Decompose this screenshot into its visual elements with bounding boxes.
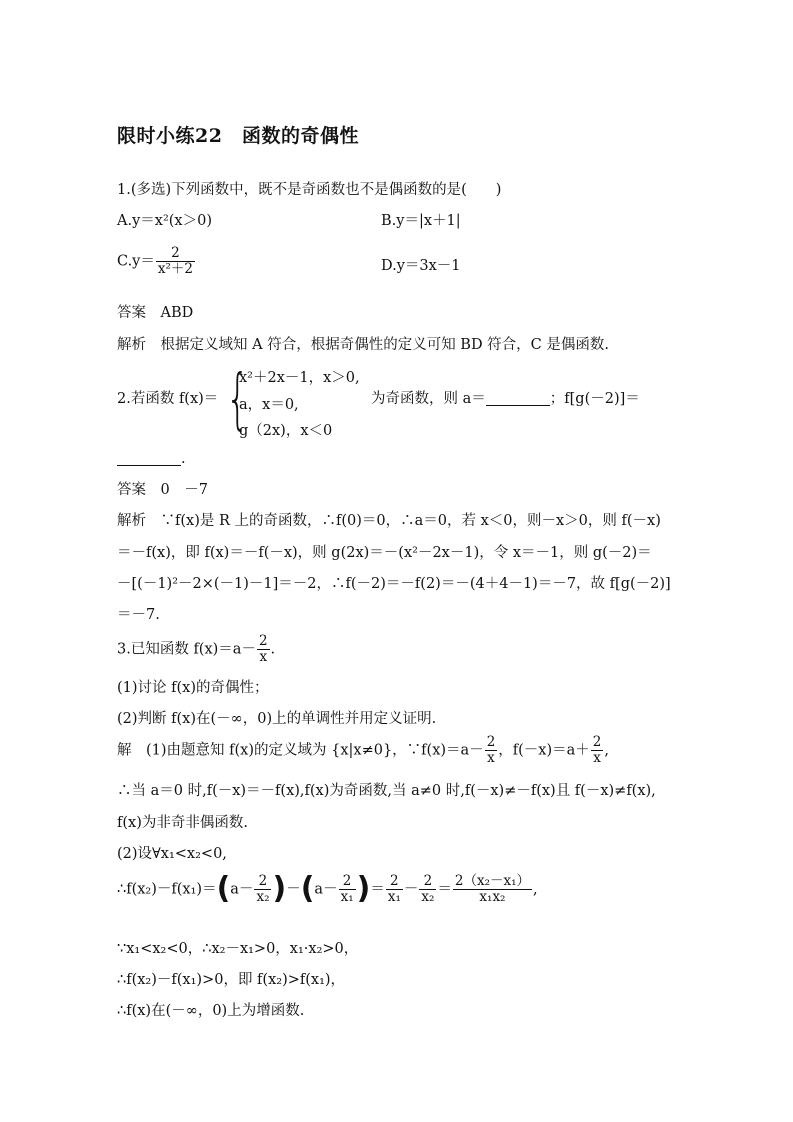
q2-stem-after: f[g(－2)]＝	[564, 391, 640, 407]
q2-analysis-line-3: －[(－1)²－2×(－1)－1]＝－2，∴f(－2)＝－f(2)＝－(4＋4－1)＝－7，故 f[g(－2)]	[117, 576, 671, 592]
q3-solution-line-6: ∵x₁<x₂<0，∴x₂－x₁>0，x₁·x₂>0，	[117, 941, 359, 957]
solution-text: ∴f(x₂)－f(x₁)＝	[117, 881, 217, 898]
fraction-numerator: 2	[258, 633, 268, 649]
bracket-close: )	[356, 871, 371, 907]
answer-blank	[117, 451, 181, 466]
analysis-text: ∵f(x)是 R 上的奇函数，∴f(0)＝0，∴a＝0，若 x＜0，则－x＞0，则 f(－x)	[160, 513, 661, 529]
q3-solution-line-7: ∴f(x₂)－f(x₁)>0，即 f(x₂)>f(x₁)，	[117, 972, 346, 988]
bracket-open: (	[216, 871, 231, 907]
q3-solution-line-5	[117, 871, 538, 907]
fraction-numerator: 2	[386, 874, 403, 890]
fraction-numerator: 2	[156, 246, 195, 262]
fraction-denominator: x₁	[387, 888, 401, 905]
solution-text: ＝	[437, 881, 452, 898]
fraction-denominator: x₂	[256, 888, 270, 905]
solution-text: (1)由题意知 f(x)的定义域为 {x|x≠0}，∵f(x)＝a－	[146, 742, 484, 759]
fraction-denominator: x²＋2	[157, 260, 194, 277]
q3-stem-prefix: 3.已知函数 f(x)＝a－	[117, 641, 256, 658]
fraction	[485, 735, 498, 766]
solution-text: ,	[604, 742, 609, 759]
q2-answer	[117, 481, 208, 499]
answer-label: 答案	[117, 305, 146, 321]
q2-analysis-line-4: ＝－7.	[117, 607, 160, 623]
q3-stem	[117, 634, 275, 665]
fraction-denominator: x₁x₂	[479, 888, 506, 905]
fraction-numerator: 2	[419, 874, 436, 890]
q2-analysis-line-1	[117, 512, 661, 530]
solution-text: ，f(－x)＝a＋	[498, 742, 590, 759]
solution-text: a－	[230, 881, 254, 898]
fraction-numerator: 2（x₂－x₁）	[454, 873, 531, 889]
fraction	[254, 874, 271, 905]
q2-case-3: g（2x)，x＜0	[239, 423, 333, 439]
q3-part-2: (2)判断 f(x)在(－∞，0)上的单调性并用定义证明.	[117, 711, 437, 727]
q3-stem-suffix: .	[270, 641, 276, 658]
q2-second-blank	[117, 450, 186, 468]
page-title: 限时小练22 函数的奇偶性	[117, 125, 359, 147]
q1-option-c-prefix: C.y＝	[117, 253, 155, 270]
q3-stem-fraction	[257, 634, 270, 665]
q2-stem-rest	[371, 390, 640, 408]
fraction-numerator: 2	[486, 734, 496, 750]
q1-option-c	[117, 246, 196, 277]
q3-solution-line-3: f(x)为非奇非偶函数.	[117, 815, 248, 831]
bracket-open: (	[300, 871, 315, 907]
q1-option-a: A.y＝x²(x＞0)	[117, 213, 212, 229]
fraction	[453, 874, 532, 905]
answer-text: ABD	[160, 305, 194, 321]
q2-separator: ；	[549, 391, 565, 407]
solution-text: ,	[533, 881, 538, 898]
q3-part-1: (1)讨论 f(x)的奇偶性；	[117, 680, 269, 696]
bracket-close: )	[272, 871, 287, 907]
q3-solution-line-2: ∴当 a＝0 时,f(－x)＝－f(x),f(x)为奇函数,当 a≠0 时,f(－x)≠－f(x)且 f(－x)≠f(x),	[117, 783, 656, 799]
solution-text: －	[286, 881, 301, 898]
piecewise-brace: {	[226, 360, 250, 437]
answer-text: 0 －7	[160, 482, 208, 498]
fraction-denominator: x₁	[340, 888, 354, 905]
fraction	[339, 874, 356, 905]
q1-answer	[117, 304, 193, 322]
solution-label: 解	[117, 742, 132, 759]
q1-stem: 1.(多选)下列函数中，既不是奇函数也不是偶函数的是( )	[117, 182, 502, 198]
fraction	[386, 874, 403, 905]
fraction-denominator: x	[487, 749, 495, 766]
q3-solution-line-8: ∴f(x)在(－∞，0)上为增函数.	[117, 1003, 305, 1019]
solution-text: ＝	[370, 881, 385, 898]
q1-option-c-fraction	[156, 246, 195, 277]
q3-solution-line-4: (2)设∀x₁<x₂<0,	[117, 846, 227, 862]
analysis-label: 解析	[117, 513, 146, 529]
q1-analysis	[117, 336, 609, 354]
answer-label: 答案	[117, 482, 146, 498]
q2-case-1: x²＋2x－1，x＞0,	[239, 370, 360, 386]
solution-text: a－	[314, 881, 338, 898]
q2-stem-middle: 为奇函数，则 a＝	[371, 391, 486, 407]
q2-tail: .	[181, 451, 186, 467]
fraction	[419, 874, 436, 905]
q1-option-b: B.y＝|x＋1|	[381, 213, 461, 229]
fraction-numerator: 2	[339, 874, 356, 890]
q2-stem-prefix: 2.若函数 f(x)＝	[117, 391, 219, 407]
fraction-numerator: 2	[592, 734, 602, 750]
q2-analysis-line-2: ＝－f(x)，即 f(x)＝－f(－x)，则 g(2x)＝－(x²－2x－1)，令 x＝－1，则 g(－2)＝	[117, 545, 652, 561]
analysis-text: 根据定义域知 A 符合，根据奇偶性的定义可知 BD 符合，C 是偶函数.	[160, 337, 609, 353]
solution-text: －	[403, 881, 419, 898]
analysis-label: 解析	[117, 337, 146, 353]
answer-blank	[486, 391, 550, 406]
fraction-numerator: 2	[254, 874, 271, 890]
q1-option-d: D.y＝3x－1	[381, 258, 461, 274]
q3-solution-line-1	[117, 735, 609, 766]
q2-case-2: a，x＝0,	[239, 397, 299, 413]
fraction-denominator: x	[259, 648, 268, 665]
fraction-denominator: x	[593, 749, 601, 766]
fraction-denominator: x₂	[421, 888, 435, 905]
fraction	[591, 735, 604, 766]
